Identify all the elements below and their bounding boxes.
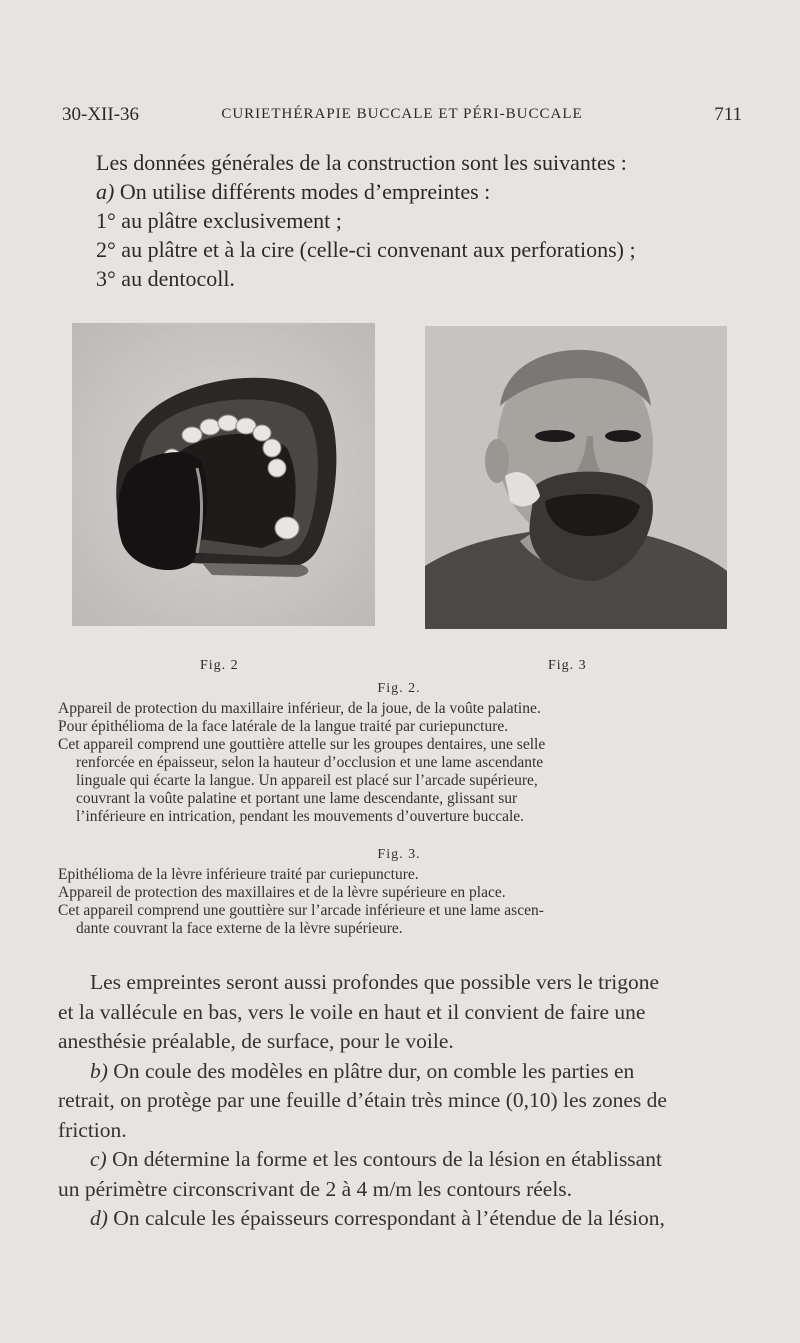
list-marker: b) [90,1058,108,1083]
intro-line: 1° au plâtre exclusivement ; [96,208,342,233]
dental-appliance-illustration [72,323,375,626]
intro-line [96,177,740,206]
intro-line: 3° au dentocoll. [96,266,235,291]
body-text-span: On calcule les épaisseurs correspondant à l’étendue de la lésion, [113,1206,665,1230]
caption-line: renforcée en épaisseur, selon la hauteur d’occlusion et une lame ascendante [76,754,544,771]
caption-title: Fig. 3. [377,847,421,862]
running-header [62,104,742,132]
figure-2-caption [58,680,740,826]
body-text-span: On coule des modèles en plâtre dur, on comble les parties en [113,1058,635,1083]
intro-paragraph [96,148,740,293]
caption-line: dante couvrant la face externe de la lèvre supérieure. [76,920,403,937]
page-number: 711 [714,104,742,125]
caption-line: Cet appareil comprend une gouttière sur l’arcade inférieure et une lame ascen- [58,902,544,919]
caption-line: couvrant la voûte palatine et portant une lame descendante, glissant sur [76,790,518,807]
list-marker: c) [90,1147,107,1171]
header-date: 30-XII-36 [62,104,140,125]
intro-line: Les données générales de la construction sont les suivantes : [96,150,627,175]
figure-3-patient-portrait-photo [425,326,727,629]
intro-line: 2° au plâtre et à la cire (celle-ci convenant aux perforations) ; [96,237,636,262]
caption-line: Pour épithélioma de la face latérale de la langue traité par curiepuncture. [58,718,509,735]
figure-2-dental-appliance-photo [72,323,375,626]
body-line [58,1145,740,1175]
body-line: Les empreintes seront aussi profondes que possible vers le trigone [90,970,660,994]
caption-title: Fig. 2. [377,681,421,696]
list-marker: a) [96,179,115,204]
body-text [58,968,740,1234]
body-line: retrait, on protège par une feuille d’étain très mince (0,10) les zones de [58,1088,667,1112]
header-title: CURIETHÉRAPIE BUCCALE ET PÉRI-BUCCALE [221,106,583,122]
body-line: un périmètre circonscrivant de 2 à 4 m/m les contours réels. [58,1176,573,1201]
body-text-span: On détermine la forme et les contours de la lésion en établissant [112,1147,662,1171]
caption-line: linguale qui écarte la langue. Un appareil est placé sur l’arcade supérieure, [76,772,538,789]
body-line [58,1204,740,1234]
body-line: anesthésie préalable, de surface, pour le voile. [58,1029,454,1053]
caption-line: Cet appareil comprend une gouttière attelle sur les groupes dentaires, une selle [58,736,546,753]
caption-line: l’inférieure en intrication, pendant les mouvements d’ouverture buccale. [76,808,525,825]
patient-portrait-illustration [425,326,727,629]
figure-3-label: Fig. 3 [548,658,587,673]
list-marker: d) [90,1206,108,1230]
caption-line: Appareil de protection du maxillaire inférieur, de la joue, de la voûte palatine. [58,700,541,717]
body-line [58,1057,740,1087]
figure-3-caption [58,846,740,938]
caption-line: Appareil de protection des maxillaires et de la lèvre supérieure en place. [58,884,506,901]
caption-line: Epithélioma de la lèvre inférieure traité par curiepuncture. [58,866,419,883]
figure-2-label: Fig. 2 [200,658,239,673]
body-line: et la vallécule en bas, vers le voile en haut et il convient de faire une [58,999,646,1024]
body-line: friction. [58,1117,127,1142]
intro-text: On utilise différents modes d’empreintes : [119,179,491,204]
